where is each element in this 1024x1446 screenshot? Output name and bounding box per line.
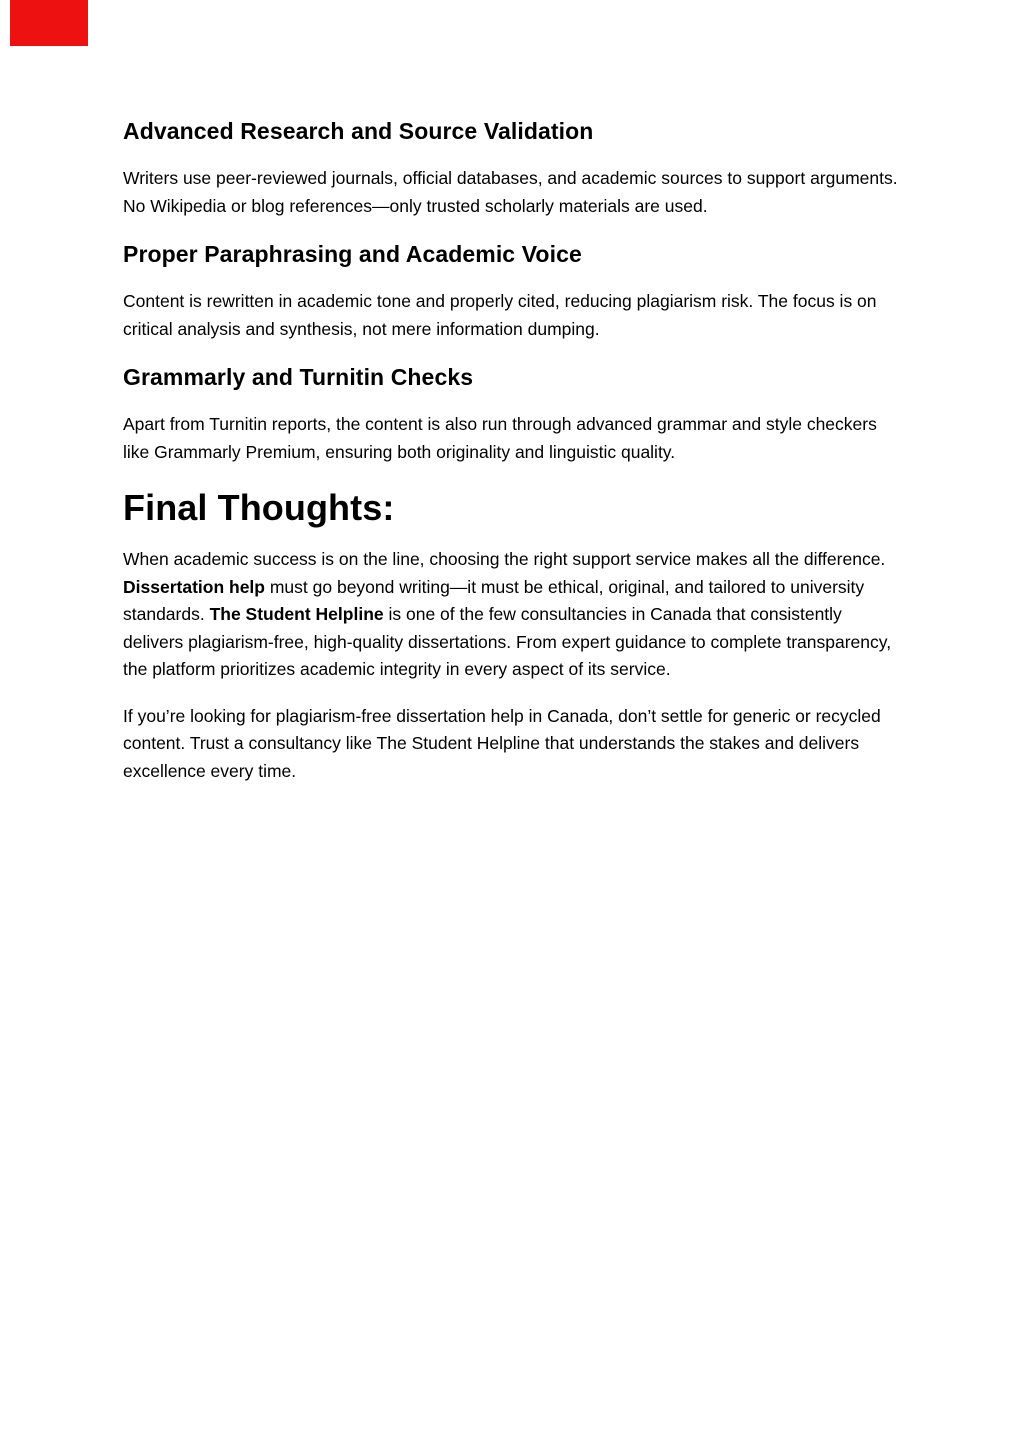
red-banner-fragment bbox=[10, 0, 88, 46]
paragraph-advanced-research: Writers use peer-reviewed journals, official databases, and academic sources to support arguments. No Wikipedia or blog references—only trusted scholarly materials are used. bbox=[123, 168, 898, 216]
heading-grammarly-turnitin: Grammarly and Turnitin Checks bbox=[123, 364, 474, 390]
heading-final-thoughts: Final Thoughts: bbox=[123, 487, 395, 528]
document-content bbox=[123, 116, 901, 804]
bold-the-student-helpline: The Student Helpline bbox=[209, 604, 384, 624]
paragraph-final-thoughts bbox=[123, 546, 901, 684]
final-thoughts-text-3: is one of the few consultancies in Canada that consistently delivers plagiarism-free, high-quality dissertations. From expert guidance to complete transparency, the platform prioritizes academic integrity in every aspect of its service. bbox=[123, 604, 892, 679]
heading-advanced-research: Advanced Research and Source Validation bbox=[123, 118, 594, 144]
paragraph-grammarly-turnitin: Apart from Turnitin reports, the content is also run through advanced grammar and style checkers like Grammarly Premium, ensuring both originality and linguistic quality. bbox=[123, 414, 877, 462]
paragraph-closing-cta: If you’re looking for plagiarism-free dissertation help in Canada, don’t settle for generic or recycled content. Trust a consultancy like The Student Helpline that understands the stakes and delivers excellence every time. bbox=[123, 705, 881, 781]
final-thoughts-text-1: When academic success is on the line, choosing the right support service makes all the difference. bbox=[123, 549, 886, 569]
final-thoughts-text-2: must go beyond writing—it must be ethical, original, and tailored to university standards. bbox=[123, 576, 865, 624]
heading-proper-paraphrasing: Proper Paraphrasing and Academic Voice bbox=[123, 241, 582, 267]
paragraph-proper-paraphrasing: Content is rewritten in academic tone and properly cited, reducing plagiarism risk. The focus is on critical analysis and synthesis, not mere information dumping. bbox=[123, 291, 877, 339]
bold-dissertation-help: Dissertation help bbox=[123, 576, 265, 597]
